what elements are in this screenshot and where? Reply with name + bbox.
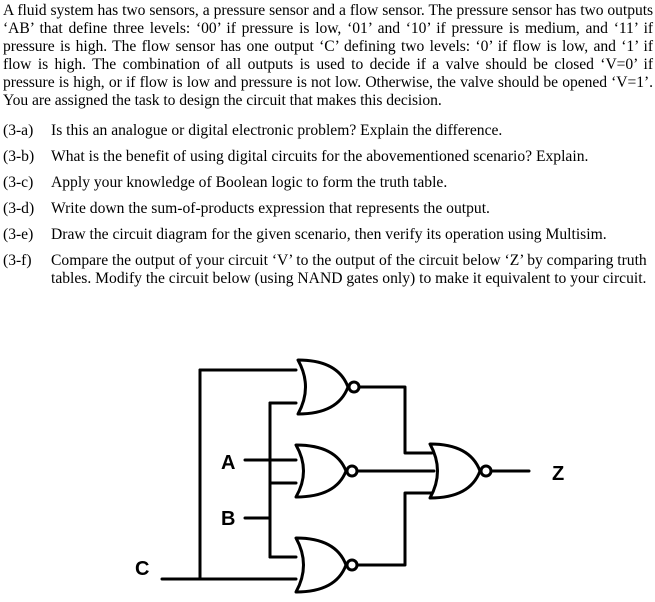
question-text: Compare the output of your circuit ‘V’ to the output of the circuit below ‘Z’ by comparing truth tables. Modify the circuit below (using NAND gates only) to make it equivalent to your circuit. (51, 252, 647, 287)
label-output-z: Z (552, 463, 565, 485)
label-input-c: C (135, 558, 150, 580)
nor-gate-2 (296, 445, 346, 497)
question-number: (3-b) (3, 148, 35, 165)
question-text: Apply your knowledge of Boolean logic to form the truth table. (51, 174, 448, 191)
question-text: Draw the circuit diagram for the given scenario, then verify its operation using Multisim. (51, 226, 607, 243)
question-text: Is this an analogue or digital electronic problem? Explain the difference. (51, 122, 503, 139)
question-number: (3-a) (3, 122, 34, 139)
nor-gate-3 (296, 538, 346, 592)
nor-gate-output (430, 444, 480, 498)
question-number: (3-d) (3, 200, 35, 217)
question-text: Write down the sum-of-products expression that represents the output. (51, 200, 490, 217)
question-number: (3-c) (3, 174, 34, 191)
nor-gate-1 (298, 360, 348, 414)
wire-gate3-to-final (357, 493, 432, 565)
question-number: (3-e) (3, 226, 34, 243)
label-input-b: B (221, 508, 236, 530)
wire-gate1-to-final (359, 387, 432, 453)
question-text: What is the benefit of using digital circuits for the abovementioned scenario? Explain. (51, 148, 589, 165)
label-input-a: A (221, 452, 236, 474)
question-number: (3-f) (3, 252, 32, 269)
problem-intro: A fluid system has two sensors, a pressure sensor and a flow sensor. The pressure sensor has two outputs ‘AB’ that define three levels: ‘00’ if pressure is low, ‘01’ and ‘10’ if pressure is medium, and ‘11’ if pressure is high. The flow sensor has one output ‘C’ defining two levels: ‘0’ if flow is low, and ‘1’ if flow is high. The combination of all outputs is used to decide if a valve should be closed ‘V=0’ if pressure is high, or if flow is low and pressure is not low. Otherwise, the valve should be opened ‘V=1’. You are assigned the task to design the circuit that makes this decision. (3, 2, 653, 109)
